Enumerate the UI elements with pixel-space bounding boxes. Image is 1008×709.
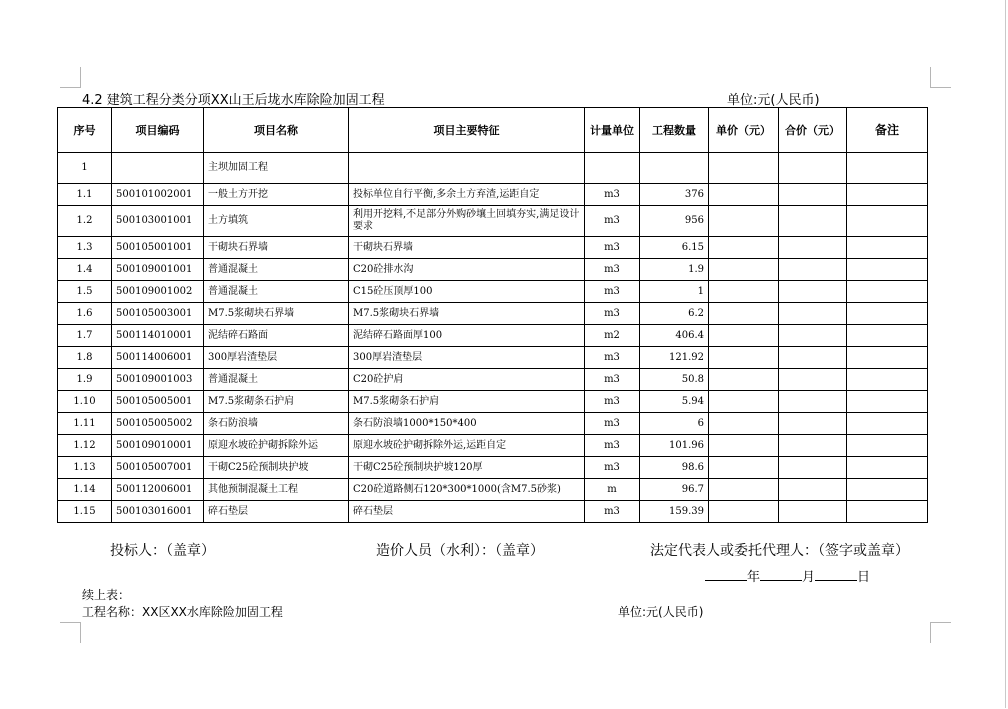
cell-total bbox=[779, 435, 847, 457]
cell-name: M7.5浆砌条石护肩 bbox=[204, 391, 349, 413]
cell-price bbox=[709, 259, 779, 281]
cell-unit: m3 bbox=[585, 237, 640, 259]
cell-unit: m3 bbox=[585, 369, 640, 391]
table-row bbox=[58, 303, 928, 325]
cell-price bbox=[709, 303, 779, 325]
cell-name: 条石防浪墙 bbox=[204, 413, 349, 435]
cell-code: 500105005002 bbox=[112, 413, 204, 435]
cell-feature: 条石防浪墙1000*150*400 bbox=[349, 413, 585, 435]
crop-mark-top-right bbox=[930, 67, 951, 88]
cell-note bbox=[847, 206, 928, 237]
cell-code: 500101002001 bbox=[112, 184, 204, 206]
table-row bbox=[58, 153, 928, 184]
cell-qty: 1 bbox=[640, 281, 709, 303]
cell-note bbox=[847, 391, 928, 413]
cell-total bbox=[779, 184, 847, 206]
cell-note bbox=[847, 303, 928, 325]
cell-feature: C15砼压顶厚100 bbox=[349, 281, 585, 303]
cell-price bbox=[709, 479, 779, 501]
bill-of-quantities-table bbox=[57, 107, 928, 523]
cell-total bbox=[779, 206, 847, 237]
cell-price bbox=[709, 501, 779, 523]
cell-feature: C20砼排水沟 bbox=[349, 259, 585, 281]
cell-total bbox=[779, 479, 847, 501]
cell-name: 泥结碎石路面 bbox=[204, 325, 349, 347]
cell-code: 500109010001 bbox=[112, 435, 204, 457]
cell-unit: m bbox=[585, 479, 640, 501]
table-row bbox=[58, 184, 928, 206]
cell-unit: m3 bbox=[585, 206, 640, 237]
cell-feature: M7.5浆砌条石护肩 bbox=[349, 391, 585, 413]
cell-total bbox=[779, 501, 847, 523]
table-row bbox=[58, 237, 928, 259]
cell-unit: m3 bbox=[585, 184, 640, 206]
cell-price bbox=[709, 281, 779, 303]
table-body bbox=[58, 153, 928, 523]
cell-qty: 956 bbox=[640, 206, 709, 237]
table-row bbox=[58, 391, 928, 413]
header-seq: 序号 bbox=[58, 108, 112, 153]
cell-qty: 121.92 bbox=[640, 347, 709, 369]
cell-qty bbox=[640, 153, 709, 184]
cell-unit: m3 bbox=[585, 347, 640, 369]
table-row bbox=[58, 369, 928, 391]
cell-code: 500105003001 bbox=[112, 303, 204, 325]
cell-code bbox=[112, 153, 204, 184]
unit-label: 单位:元(人民币) bbox=[727, 93, 820, 108]
cell-total bbox=[779, 325, 847, 347]
table-row bbox=[58, 457, 928, 479]
cell-seq: 1.4 bbox=[58, 259, 112, 281]
cell-note bbox=[847, 413, 928, 435]
cell-seq: 1.8 bbox=[58, 347, 112, 369]
cell-total bbox=[779, 303, 847, 325]
cell-code: 500112006001 bbox=[112, 479, 204, 501]
cell-seq: 1.7 bbox=[58, 325, 112, 347]
cell-seq: 1.10 bbox=[58, 391, 112, 413]
cell-qty: 98.6 bbox=[640, 457, 709, 479]
crop-mark-bottom-right bbox=[930, 622, 951, 643]
cell-price bbox=[709, 413, 779, 435]
cell-feature: C20砼道路侧石120*300*1000(含M7.5砂浆) bbox=[349, 479, 585, 501]
header-total: 合价（元） bbox=[779, 108, 847, 153]
cell-note bbox=[847, 435, 928, 457]
cell-price bbox=[709, 457, 779, 479]
table-row bbox=[58, 479, 928, 501]
cell-feature: 原迎水坡砼护砌拆除外运,运距自定 bbox=[349, 435, 585, 457]
cell-unit bbox=[585, 153, 640, 184]
cell-note bbox=[847, 369, 928, 391]
cell-name: 干砌块石界墙 bbox=[204, 237, 349, 259]
cell-code: 500105005001 bbox=[112, 391, 204, 413]
header-code: 项目编码 bbox=[112, 108, 204, 153]
cell-price bbox=[709, 184, 779, 206]
cell-note bbox=[847, 347, 928, 369]
cell-name: 普通混凝土 bbox=[204, 281, 349, 303]
cell-total bbox=[779, 153, 847, 184]
cell-total bbox=[779, 413, 847, 435]
section-header bbox=[82, 89, 928, 107]
table-row bbox=[58, 281, 928, 303]
crop-mark-top-left bbox=[60, 67, 81, 88]
cell-unit: m3 bbox=[585, 303, 640, 325]
cell-code: 500114010001 bbox=[112, 325, 204, 347]
cell-name: 其他预制混凝土工程 bbox=[204, 479, 349, 501]
cell-qty: 50.8 bbox=[640, 369, 709, 391]
cell-feature: 泥结碎石路面厚100 bbox=[349, 325, 585, 347]
cell-feature: C20砼护肩 bbox=[349, 369, 585, 391]
table-row bbox=[58, 435, 928, 457]
cell-seq: 1 bbox=[58, 153, 112, 184]
cell-code: 500109001002 bbox=[112, 281, 204, 303]
cell-qty: 6 bbox=[640, 413, 709, 435]
cell-total bbox=[779, 237, 847, 259]
cell-unit: m2 bbox=[585, 325, 640, 347]
cell-note bbox=[847, 281, 928, 303]
cell-qty: 96.7 bbox=[640, 479, 709, 501]
day-label: 日 bbox=[857, 570, 871, 585]
cell-seq: 1.14 bbox=[58, 479, 112, 501]
year-blank bbox=[705, 568, 747, 581]
cell-seq: 1.5 bbox=[58, 281, 112, 303]
section-title: 4.2 建筑工程分类分项XX山王后垅水库除险加固工程 bbox=[82, 93, 385, 108]
header-note: 备注 bbox=[847, 108, 928, 153]
cell-feature: M7.5浆砌块石界墙 bbox=[349, 303, 585, 325]
cell-seq: 1.11 bbox=[58, 413, 112, 435]
cell-name: M7.5浆砌块石界墙 bbox=[204, 303, 349, 325]
table-header-row bbox=[58, 108, 928, 153]
cell-code: 500109001003 bbox=[112, 369, 204, 391]
cell-price bbox=[709, 206, 779, 237]
table-row bbox=[58, 259, 928, 281]
cell-code: 500114006001 bbox=[112, 347, 204, 369]
cell-total bbox=[779, 369, 847, 391]
cell-code: 500105001001 bbox=[112, 237, 204, 259]
cell-price bbox=[709, 391, 779, 413]
crop-mark-bottom-left bbox=[60, 622, 81, 643]
cell-unit: m3 bbox=[585, 435, 640, 457]
cell-total bbox=[779, 347, 847, 369]
table-row bbox=[58, 206, 928, 237]
cell-qty: 6.2 bbox=[640, 303, 709, 325]
cell-name: 普通混凝土 bbox=[204, 259, 349, 281]
cell-name: 一般土方开挖 bbox=[204, 184, 349, 206]
cell-unit: m3 bbox=[585, 391, 640, 413]
cell-seq: 1.6 bbox=[58, 303, 112, 325]
legal-rep-signature: 法定代表人或委托代理人：（签字或盖章） bbox=[650, 543, 909, 559]
cell-qty: 5.94 bbox=[640, 391, 709, 413]
day-blank bbox=[815, 568, 857, 581]
cell-seq: 1.9 bbox=[58, 369, 112, 391]
cell-code: 500105007001 bbox=[112, 457, 204, 479]
cell-seq: 1.13 bbox=[58, 457, 112, 479]
cell-name: 干砌C25砼预制块护坡 bbox=[204, 457, 349, 479]
continuation-label: 续上表： bbox=[82, 588, 131, 602]
cell-feature: 投标单位自行平衡,多余土方弃渣,运距自定 bbox=[349, 184, 585, 206]
cell-qty: 6.15 bbox=[640, 237, 709, 259]
cell-feature: 300厚岩渣垫层 bbox=[349, 347, 585, 369]
cell-note bbox=[847, 325, 928, 347]
cell-qty: 406.4 bbox=[640, 325, 709, 347]
cell-unit: m3 bbox=[585, 413, 640, 435]
cell-feature: 干砌C25砼预制块护坡120厚 bbox=[349, 457, 585, 479]
cell-note bbox=[847, 153, 928, 184]
date-line bbox=[705, 566, 870, 585]
cell-name: 主坝加固工程 bbox=[204, 153, 349, 184]
cell-total bbox=[779, 259, 847, 281]
cell-name: 土方填筑 bbox=[204, 206, 349, 237]
cell-code: 500103016001 bbox=[112, 501, 204, 523]
cell-note bbox=[847, 237, 928, 259]
header-unit: 计量单位 bbox=[585, 108, 640, 153]
cell-price bbox=[709, 347, 779, 369]
table-row bbox=[58, 501, 928, 523]
cell-note bbox=[847, 457, 928, 479]
bidder-signature: 投标人：（盖章） bbox=[110, 543, 215, 559]
cell-name: 普通混凝土 bbox=[204, 369, 349, 391]
cell-seq: 1.15 bbox=[58, 501, 112, 523]
cell-price bbox=[709, 369, 779, 391]
cell-seq: 1.3 bbox=[58, 237, 112, 259]
cell-seq: 1.1 bbox=[58, 184, 112, 206]
cell-price bbox=[709, 435, 779, 457]
header-qty: 工程数量 bbox=[640, 108, 709, 153]
header-feature: 项目主要特征 bbox=[349, 108, 585, 153]
cell-qty: 1.9 bbox=[640, 259, 709, 281]
cell-qty: 376 bbox=[640, 184, 709, 206]
cell-code: 500109001001 bbox=[112, 259, 204, 281]
cell-note bbox=[847, 259, 928, 281]
header-name: 项目名称 bbox=[204, 108, 349, 153]
cell-feature: 干砌块石界墙 bbox=[349, 237, 585, 259]
table-row bbox=[58, 413, 928, 435]
table-row bbox=[58, 325, 928, 347]
cost-engineer-signature: 造价人员（水利）：（盖章） bbox=[376, 543, 544, 559]
cell-note bbox=[847, 184, 928, 206]
cell-name: 碎石垫层 bbox=[204, 501, 349, 523]
cell-name: 原迎水坡砼护砌拆除外运 bbox=[204, 435, 349, 457]
table-row bbox=[58, 347, 928, 369]
cell-unit: m3 bbox=[585, 259, 640, 281]
project-name: 工程名称：XX区XX水库除险加固工程 bbox=[82, 605, 283, 619]
cell-price bbox=[709, 153, 779, 184]
cell-qty: 101.96 bbox=[640, 435, 709, 457]
cell-feature: 碎石垫层 bbox=[349, 501, 585, 523]
cell-unit: m3 bbox=[585, 457, 640, 479]
month-blank bbox=[760, 568, 802, 581]
cell-code: 500103001001 bbox=[112, 206, 204, 237]
cell-unit: m3 bbox=[585, 281, 640, 303]
cell-total bbox=[779, 281, 847, 303]
cell-total bbox=[779, 391, 847, 413]
cell-name: 300厚岩渣垫层 bbox=[204, 347, 349, 369]
cell-feature bbox=[349, 153, 585, 184]
year-label: 年 bbox=[747, 570, 761, 585]
header-price: 单价（元） bbox=[709, 108, 779, 153]
cell-price bbox=[709, 325, 779, 347]
cell-seq: 1.12 bbox=[58, 435, 112, 457]
cell-unit: m3 bbox=[585, 501, 640, 523]
cell-feature: 利用开挖料,不足部分外购砂壤土回填夯实,满足设计要求 bbox=[349, 206, 585, 237]
cell-note bbox=[847, 479, 928, 501]
month-label: 月 bbox=[802, 570, 816, 585]
cell-seq: 1.2 bbox=[58, 206, 112, 237]
cell-total bbox=[779, 457, 847, 479]
cell-qty: 159.39 bbox=[640, 501, 709, 523]
continuation-unit-label: 单位:元(人民币) bbox=[618, 605, 704, 619]
cell-price bbox=[709, 237, 779, 259]
cell-note bbox=[847, 501, 928, 523]
